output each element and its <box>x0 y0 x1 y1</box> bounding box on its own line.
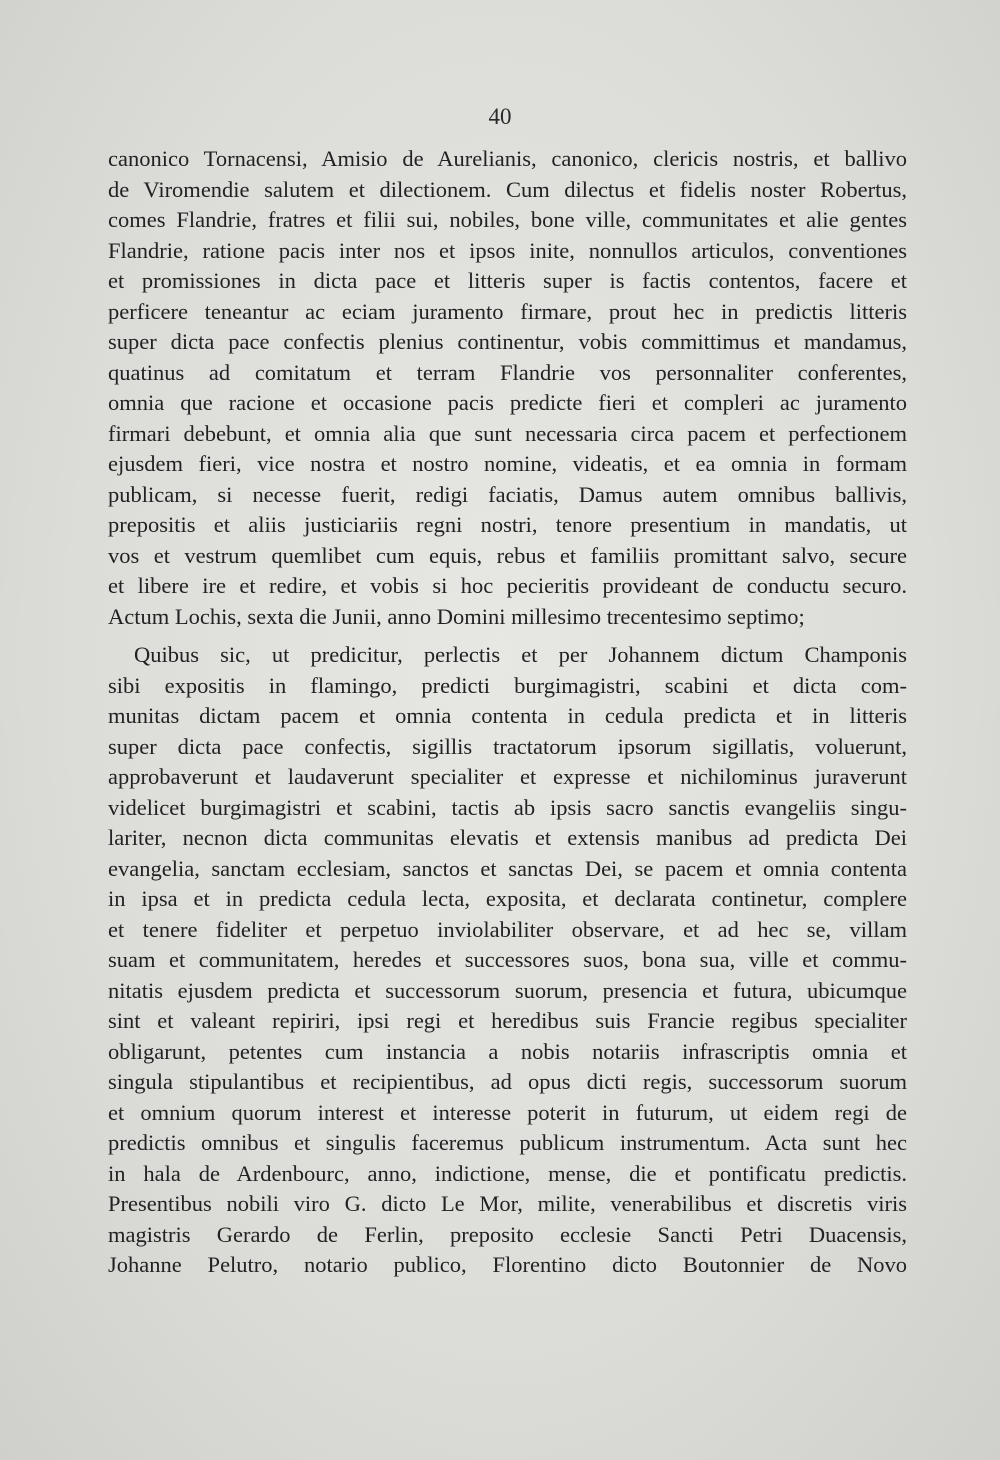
text-line: de Viromendie salutem et dilectionem. Cum dilectus et fidelis noster Robertus, <box>108 176 907 202</box>
text-line: Quibus sic, ut predicitur, perlectis et per Johannem dictum Champonis <box>134 642 907 667</box>
text-line: vos et vestrum quemlibet cum equis, rebus et familiis promittant salvo, secure <box>108 542 907 568</box>
text-line: videlicet burgimagistri et scabini, tactis ab ipsis sacro sanctis evangeliis singu- <box>108 794 907 820</box>
text-line: sint et valeant repiriri, ipsi regi et heredibus suis Francie regibus specialiter <box>108 1008 907 1033</box>
text-line: Flandrie, ratione pacis inter nos et ipsos inite, nonnullos articulos, conventiones <box>108 237 907 263</box>
text-line: canonico Tornacensi, Amisio de Aurelianis, canonico, clericis nostris, et ballivo <box>108 146 907 171</box>
text-line: prepositis et aliis justiciariis regni nostri, tenore presentium in mandatis, ut <box>108 512 907 537</box>
text-line: singula stipulantibus et recipientibus, ad opus dicti regis, successorum suorum <box>108 1069 907 1094</box>
text-line: et libere ire et redire, et vobis si hoc pecieritis provideant de conductu securo. <box>108 573 907 598</box>
text-line: Actum Lochis, sexta die Junii, anno Domini millesimo trecentesimo septimo; <box>108 603 805 629</box>
text-line: omnia que racione et occasione pacis predicte fieri et compleri ac juramento <box>108 390 907 415</box>
text-line: super dicta pace confectis plenius continentur, vobis committimus et mandamus, <box>108 329 907 354</box>
text-line: sibi expositis in flamingo, predicti burgimagistri, scabini et dicta com- <box>108 672 907 698</box>
text-line: approbaverunt et laudaverunt specialiter et expresse et nichilominus juraverunt <box>108 764 907 789</box>
body-text <box>108 144 907 1281</box>
paragraph-2 <box>108 640 907 1281</box>
text-line: publicam, si necesse fuerit, redigi faciatis, Damus autem omnibus ballivis, <box>108 481 907 507</box>
paragraph-1 <box>108 144 907 632</box>
text-line: munitas dictam pacem et omnia contenta in cedula predicta et in litteris <box>108 703 907 728</box>
text-line: perficere teneantur ac eciam juramento firmare, prout hec in predictis litteris <box>108 298 907 324</box>
text-line: suam et communitatem, heredes et successores suos, bona sua, ville et commu- <box>108 947 907 972</box>
text-line: firmari debebunt, et omnia alia que sunt necessaria circa pacem et perfectionem <box>108 420 907 446</box>
paragraph-gap <box>108 632 907 640</box>
text-line: magistris Gerardo de Ferlin, preposito ecclesie Sancti Petri Duacensis, <box>108 1221 907 1247</box>
text-line: et promissiones in dicta pace et litteris super is factis contentos, facere et <box>108 268 907 293</box>
text-line: comes Flandrie, fratres et filii sui, nobiles, bone ville, communitates et alie gentes <box>108 207 907 232</box>
page-number: 40 <box>488 104 512 129</box>
text-line: evangelia, sanctam ecclesiam, sanctos et sanctas Dei, se pacem et omnia contenta <box>108 855 907 881</box>
text-line: lariter, necnon dicta communitas elevatis et extensis manibus ad predicta Dei <box>108 825 907 850</box>
text-line: Presentibus nobili viro G. dicto Le Mor, milite, venerabilibus et discretis viris <box>108 1191 907 1216</box>
text-line: nitatis ejusdem predicta et successorum suorum, presencia et futura, ubicumque <box>108 977 907 1003</box>
text-line: ejusdem fieri, vice nostra et nostro nomine, videatis, et ea omnia in formam <box>108 451 907 476</box>
text-line: quatinus ad comitatum et terram Flandrie vos personnaliter conferentes, <box>108 359 907 385</box>
text-line: et tenere fideliter et perpetuo inviolabiliter observare, et ad hec se, villam <box>108 916 907 942</box>
text-line: et omnium quorum interest et interesse poterit in futurum, ut eidem regi de <box>108 1099 907 1125</box>
text-line: in ipsa et in predicta cedula lecta, exposita, et declarata continetur, complere <box>108 886 907 911</box>
text-line: in hala de Ardenbourc, anno, indictione, mense, die et pontificatu predictis. <box>108 1160 907 1186</box>
text-line: super dicta pace confectis, sigillis tractatorum ipsorum sigillatis, voluerunt, <box>108 733 907 759</box>
text-line: predictis omnibus et singulis faceremus publicum instrumentum. Acta sunt hec <box>108 1130 907 1155</box>
text-line: obligarunt, petentes cum instancia a nobis notariis infrascriptis omnia et <box>108 1038 907 1064</box>
text-line: Johanne Pelutro, notario publico, Florentino dicto Boutonnier de Novo <box>108 1252 907 1277</box>
